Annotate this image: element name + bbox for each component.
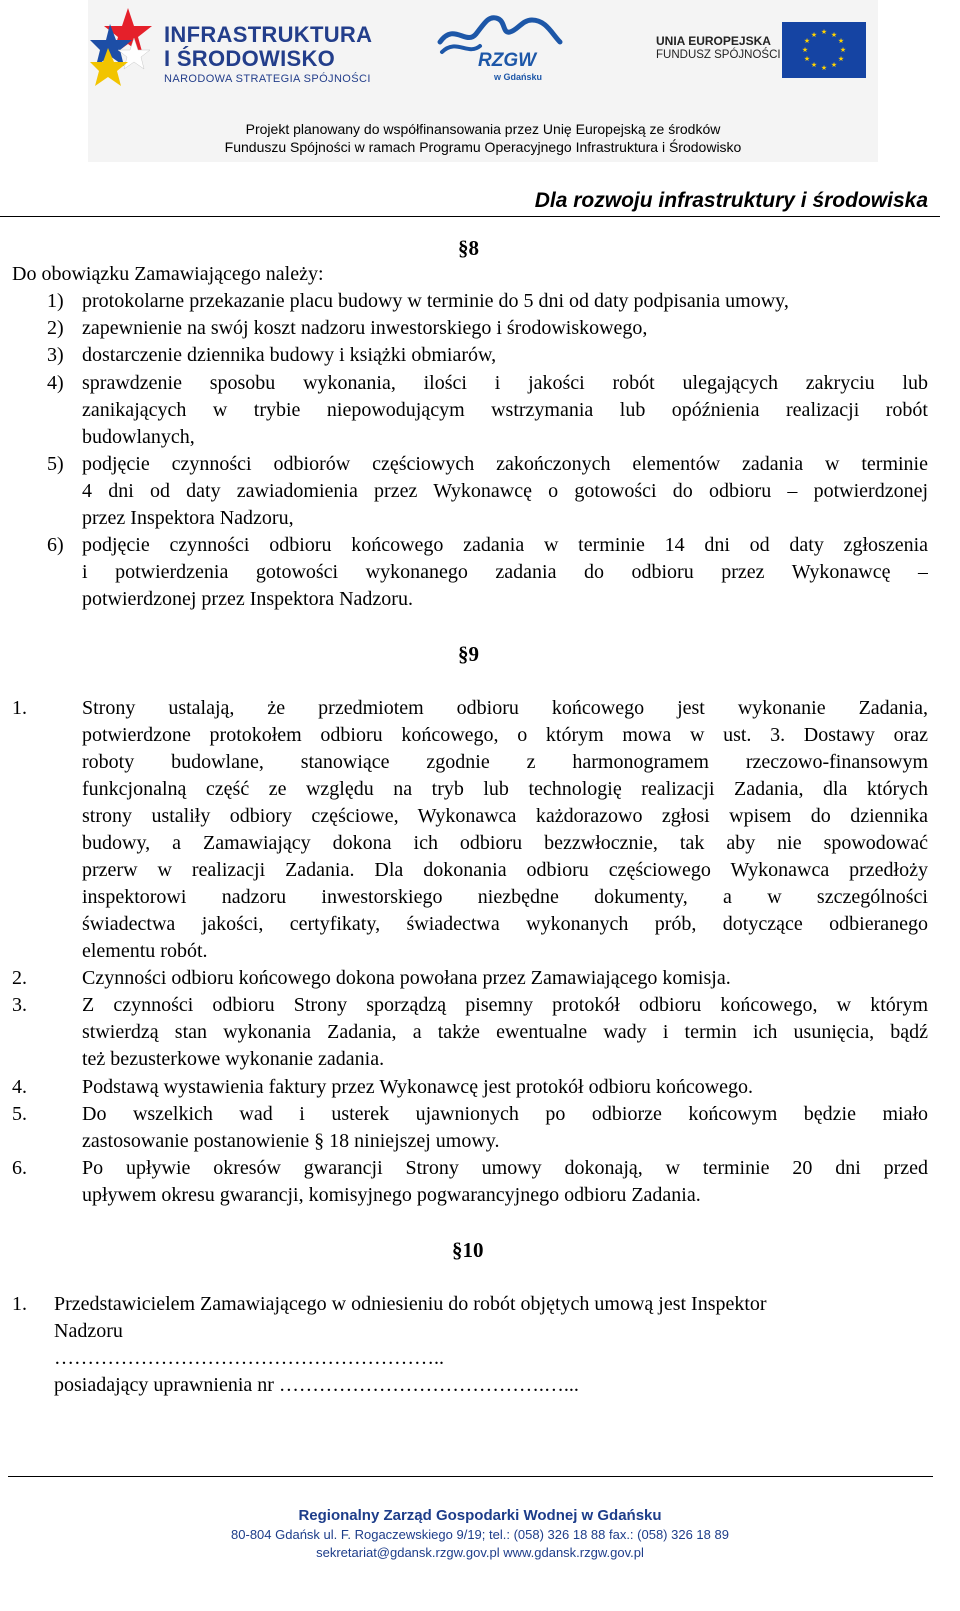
svg-text:★: ★	[820, 64, 828, 72]
svg-text:★: ★	[810, 61, 818, 69]
s9-item-1-line-6: budowy, a Zamawiający dokona ich odbioru bezzwłocznie, tak aby nie spowodować	[82, 832, 928, 854]
tagline: Dla rozwoju infrastruktury i środowiska	[534, 189, 928, 212]
s9-item-1-line-9: świadectwa jakości, certyfikaty, świadectwa wykonanych prób, dotyczące odbieranego	[82, 913, 928, 935]
s9-item-6-num: 6.	[12, 1157, 27, 1179]
s8-item-2-num: 2)	[47, 317, 64, 339]
section-10-heading: §10	[452, 1238, 484, 1262]
rzgw-name: RZGW	[478, 50, 537, 71]
s9-item-5-num: 5.	[12, 1103, 27, 1125]
svg-text:★: ★	[803, 37, 811, 45]
s8-item-6-num: 6)	[47, 534, 64, 556]
s10-item-1-line-1: Przedstawicielem Zamawiającego w odniesieniu do robót objętych umową jest Inspektor	[54, 1293, 767, 1315]
star-flag-icon	[90, 2, 160, 90]
svg-text:★: ★	[820, 28, 828, 36]
s9-item-1-line-2: potwierdzone protokołem odbioru końcowego, o którym mowa w ust. 3. Dostawy oraz	[82, 724, 928, 746]
logo-is-line2: I ŚRODOWISKO	[164, 46, 336, 71]
s9-item-3-line-1: Z czynności odbioru Strony sporządzą pisemny protokół odbioru końcowego, w którym	[82, 994, 928, 1016]
s9-item-4-line: Podstawą wystawienia faktury przez Wykonawcę jest protokół odbioru końcowego.	[82, 1076, 754, 1098]
s9-item-1-line-4: funkcjonalną część ze względu na tryb lub technologię realizacji Zadania, dla których	[82, 778, 928, 800]
eu-logo	[656, 22, 866, 82]
s8-item-5-line-1: podjęcie czynności odbiorów częściowych zakończonych elementów zadania w terminie	[82, 453, 928, 475]
s8-item-4-num: 4)	[47, 372, 64, 394]
section-8-intro: Do obowiązku Zamawiającego należy:	[12, 263, 324, 285]
project-line-1: Projekt planowany do współfinansowania przez Unię Europejską ze środków	[245, 121, 721, 137]
s9-item-2-num: 2.	[12, 967, 27, 989]
s9-item-1-line-3: roboty budowlane, stanowiące zgodnie z harmonogramem rzeczowo-finansowym	[82, 751, 928, 773]
svg-text:★: ★	[839, 46, 847, 54]
s10-item-1-num: 1.	[12, 1293, 27, 1315]
footer-organization: Regionalny Zarząd Gospodarki Wodnej w Gdańsku	[298, 1507, 662, 1524]
logo-is-line3: NARODOWA STRATEGIA SPÓJNOŚCI	[164, 73, 371, 85]
s9-item-1-num: 1.	[12, 697, 27, 719]
eu-flag-icon	[782, 22, 866, 78]
s9-item-2-line: Czynności odbioru końcowego dokona powołana przez Zamawiającego komisja.	[82, 967, 731, 989]
s9-item-1-line-1: Strony ustalają, że przedmiotem odbioru końcowego jest wykonanie Zadania,	[82, 697, 928, 719]
section-9-heading: §9	[458, 642, 479, 666]
s8-item-4-line-1: sprawdzenie sposobu wykonania, ilości i jakości robót ulegających zakryciu lub	[82, 372, 928, 394]
s8-item-6-line-2: i potwierdzenia gotowości wykonanego zadania do odbioru przez Wykonawcę –	[82, 561, 928, 583]
project-line-2: Funduszu Spójności w ramach Programu Operacyjnego Infrastruktura i Środowisko	[224, 139, 742, 155]
s10-item-1-line-2: Nadzoru	[54, 1320, 123, 1342]
rzgw-logo	[436, 12, 566, 82]
s9-item-4-num: 4.	[12, 1076, 27, 1098]
svg-text:★: ★	[810, 31, 818, 39]
rzgw-sub: w Gdańsku	[494, 72, 543, 82]
s10-item-1-line-4: posiadający uprawnienia nr ………………………………….…...	[54, 1374, 579, 1396]
s9-item-5-line-1: Do wszelkich wad i usterek ujawnionych po odbiorze końcowym będzie miało	[82, 1103, 928, 1125]
s9-item-6-line-2: upływem okresu gwarancji, komisyjnego pogwarancyjnego odbioru Zadania.	[82, 1184, 701, 1206]
s8-item-1-num: 1)	[47, 290, 64, 312]
s8-item-6-line-3: potwierdzonej przez Inspektora Nadzoru.	[82, 588, 413, 610]
s9-item-1-line-8: inspektorowi nadzoru inwestorskiego niezbędne dokumenty, a w szczególności	[82, 886, 928, 908]
s9-item-1-line-7: przerw w realizacji Zadania. Dla dokonania odbioru częściowego Wykonawca przedłoży	[82, 859, 928, 881]
svg-text:★: ★	[803, 55, 811, 63]
s8-item-3-line: dostarczenie dziennika budowy i książki obmiarów,	[82, 344, 497, 366]
section-8-heading: §8	[458, 236, 479, 260]
infrastruktura-logo	[90, 0, 390, 92]
s9-item-3-line-2: stwierdzą stan wykonania Zadania, a także ewentualne wady i termin ich usunięcia, bądź	[82, 1021, 928, 1043]
s8-item-5-num: 5)	[47, 453, 64, 475]
svg-text:★: ★	[830, 61, 838, 69]
s8-item-1-line: protokolarne przekazanie placu budowy w terminie do 5 dni od daty podpisania umowy,	[82, 290, 789, 312]
svg-text:★: ★	[830, 31, 838, 39]
footer-contact: sekretariat@gdansk.rzgw.gov.pl www.gdansk.rzgw.gov.pl	[316, 1545, 644, 1560]
svg-text:★: ★	[837, 55, 845, 63]
s8-item-2-line: zapewnienie na swój koszt nadzoru inwestorskiego i środowiskowego,	[82, 317, 648, 339]
s9-item-1-line-10: elementu robót.	[82, 940, 208, 962]
s9-item-5-line-2: zastosowanie postanowienie § 18 niniejszej umowy.	[82, 1130, 500, 1152]
logo-is-line1: INFRASTRUKTURA	[164, 22, 373, 47]
s8-item-5-line-2: 4 dni od daty zawiadomienia przez Wykonawcę o gotowości do odbioru – potwierdzonej	[82, 480, 928, 502]
s9-item-6-line-1: Po upływie okresów gwarancji Strony umowy dokonają, w terminie 20 dni przed	[82, 1157, 928, 1179]
s9-item-1-line-5: strony ustaliły odbiory częściowe, Wykonawca każdorazowo zgłosi wpisem do dziennika	[82, 805, 928, 827]
s8-item-3-num: 3)	[47, 344, 64, 366]
s8-item-6-line-1: podjęcie czynności odbioru końcowego zadania w terminie 14 dni od daty zgłoszenia	[82, 534, 928, 556]
footer-rule	[8, 1476, 933, 1477]
s8-item-4-line-3: budowlanych,	[82, 426, 195, 448]
eu-line1: UNIA EUROPEJSKA	[656, 34, 771, 48]
footer-address: 80-804 Gdańsk ul. F. Rogaczewskiego 9/19; tel.: (058) 326 18 88 fax.: (058) 326 18 89	[231, 1527, 729, 1542]
header-rule	[0, 216, 940, 217]
s9-item-3-num: 3.	[12, 994, 27, 1016]
s8-item-4-line-2: zanikających w trybie niepowodującym wstrzymania lub opóźnienia realizacji robót	[82, 399, 928, 421]
s8-item-5-line-3: przez Inspektora Nadzoru,	[82, 507, 294, 529]
eu-line2: FUNDUSZ SPÓJNOŚCI	[656, 49, 781, 61]
s9-item-3-line-3: też bezusterkowe wykonanie zadania.	[82, 1048, 385, 1070]
svg-text:★: ★	[801, 46, 809, 54]
s10-dotted-line: …………………………………………………..	[54, 1347, 444, 1369]
svg-text:★: ★	[837, 37, 845, 45]
